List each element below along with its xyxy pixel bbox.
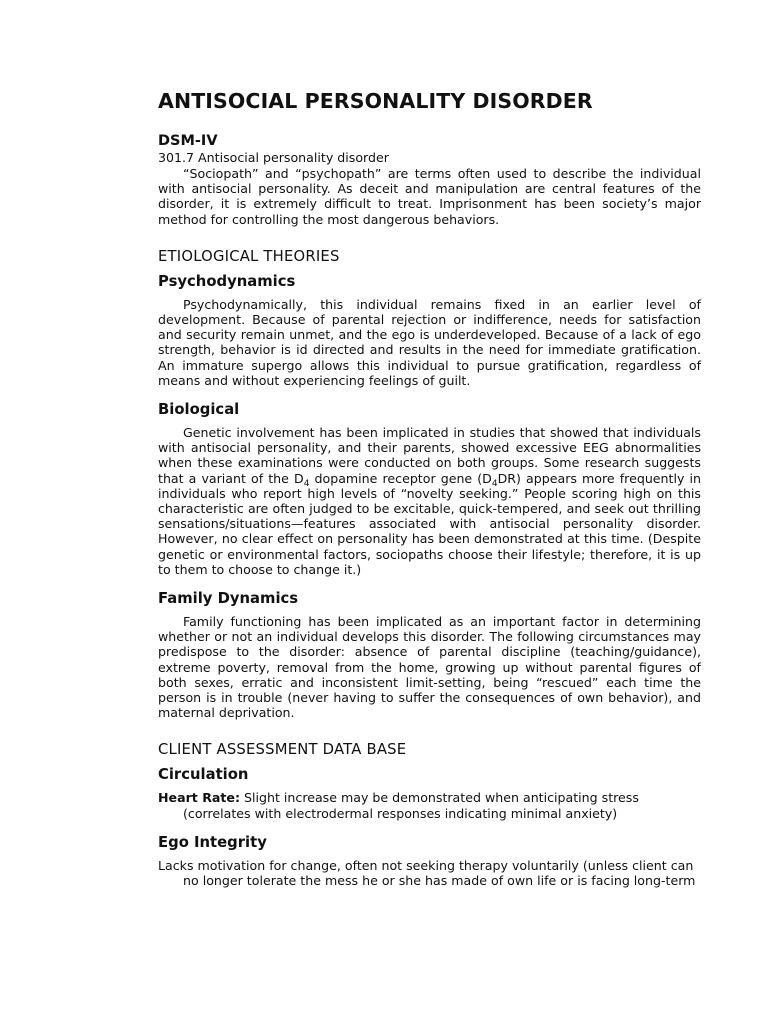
dsm-heading: DSM-IV	[158, 133, 218, 149]
etiological-theories-heading: ETIOLOGICAL THEORIES	[158, 247, 340, 265]
biological-text-part-2: dopamine receptor gene (D	[309, 470, 492, 486]
psychodynamics-heading: Psychodynamics	[158, 272, 296, 290]
family-dynamics-paragraph: Family functioning has been implicated as an important factor in determining whether or not an individual develops this disorder. The following circumstances may predispose to the disorder: absence of parental discipline (teaching/guidance), extreme poverty, removal from the home, growing up without parental figures of both sexes, erratic and inconsistent limit-setting, being “rescued” each time the person is in trouble (never having to suffer the consequences of own behavior), and maternal deprivation.	[158, 614, 701, 721]
d4-subscript: 4	[303, 478, 310, 489]
heart-rate-text: Slight increase may be demonstrated when anticipating stress (correlates with electrodermal responses indicating minimal anxiety)	[183, 790, 639, 821]
page-content	[158, 88, 701, 888]
intro-paragraph: “Sociopath” and “psychopath” are terms often used to describe the individual with antisocial personality. As deceit and manipulation are central features of the disorder, it is extremely difficult to treat. Imprisonment has been society’s major method for controlling the most dangerous behaviors.	[158, 166, 701, 227]
ego-integrity-entry: Lacks motivation for change, often not seeking therapy voluntarily (unless client can no longer tolerate the mess he or she has made of own life or is facing long-term	[158, 857, 696, 889]
page-title: ANTISOCIAL PERSONALITY DISORDER	[158, 89, 593, 113]
biological-text-part-3: DR) appears more frequently in individuals who report high levels of “novelty seeking.” People scoring high on this characteristic are often judged to be excitable, quick-tempered, and seek out thrilling sensations/situations—features associated with antisocial personality disorder. However, no clear effect on personality has been demonstrated at this time. (Despite genetic or environmental factors, sociopaths choose their lifestyle; therefore, it is up to them to choose to change it.)	[158, 470, 701, 577]
heart-rate-entry	[158, 790, 701, 820]
biological-text-part-1: Genetic involvement has been implicated in studies that showed that individuals with antisocial personality, and their parents, showed excessive EEG abnormalities when these examinations were conducted on both groups. Some research suggests that a variant of the D	[158, 425, 701, 486]
ego-integrity-heading: Ego Integrity	[158, 833, 267, 851]
heart-rate-label: Heart Rate:	[158, 790, 240, 806]
dsm-code-line: 301.7 Antisocial personality disorder	[158, 150, 389, 165]
psychodynamics-paragraph: Psychodynamically, this individual remains fixed in an earlier level of development. Because of parental rejection or indifference, needs for satisfaction and security remain unmet, and the ego is underdeveloped. Because of a lack of ego strength, behavior is id directed and results in the need for immediate gratification. An immature supergo allows this individual to pursue gratification, regardless of means and without experiencing feelings of guilt.	[158, 296, 701, 388]
biological-paragraph	[158, 425, 701, 577]
circulation-heading: Circulation	[158, 766, 249, 784]
d4dr-subscript: 4	[491, 478, 498, 489]
family-dynamics-heading: Family Dynamics	[158, 590, 299, 608]
client-assessment-heading: CLIENT ASSESSMENT DATA BASE	[158, 741, 407, 759]
biological-heading: Biological	[158, 401, 240, 419]
